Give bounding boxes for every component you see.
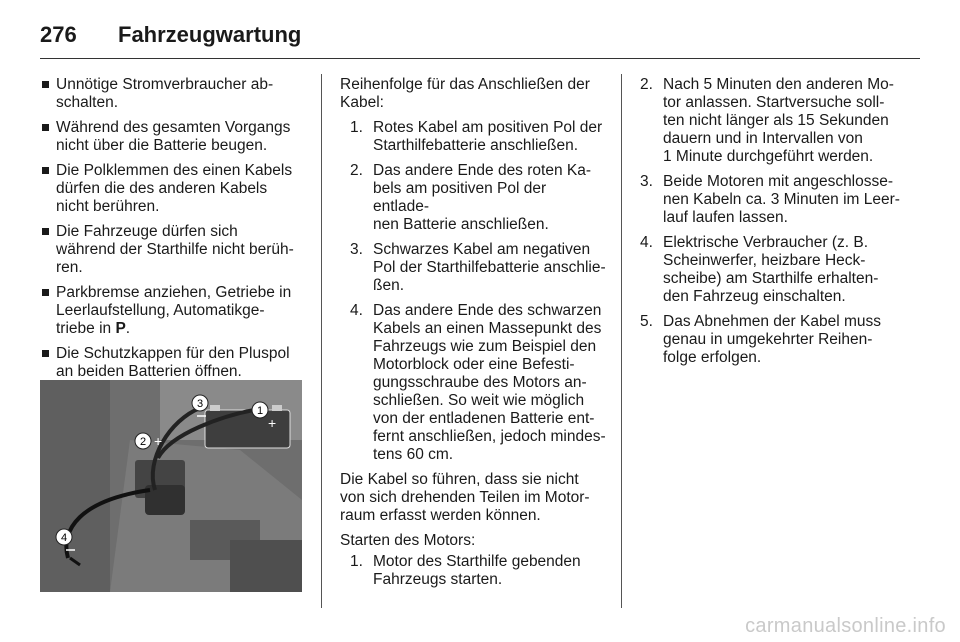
step-number: 1.	[350, 119, 363, 136]
bullet-text: Die Fahrzeuge dürfen sich während der Starthilfe nicht berüh- ren.	[56, 223, 294, 276]
start-engine-heading: Starten des Motors:	[340, 532, 476, 549]
step-number: 5.	[640, 313, 653, 330]
page-title: Fahrzeugwartung	[118, 22, 302, 47]
column-divider	[321, 74, 322, 608]
gear-letter: P	[115, 320, 126, 337]
bullet-square-icon	[42, 228, 49, 235]
step-text: Das andere Ende des roten Ka- bels am positiven Pol der entlade- nen Batterie anschließen.	[373, 162, 591, 233]
list-item	[40, 162, 312, 216]
figure-label-4: 4	[61, 532, 68, 544]
step-number: 2.	[350, 162, 363, 179]
bullet-square-icon	[42, 350, 49, 357]
figure-label-2: 2	[140, 436, 147, 448]
step-text: Motor des Starthilfe gebenden Fahrzeugs starten.	[373, 553, 581, 588]
column-divider	[621, 74, 622, 608]
plus-sign-icon: +	[154, 433, 163, 449]
plus-sign-icon: +	[268, 415, 277, 431]
list-item	[40, 345, 312, 381]
step-text: Beide Motoren mit angeschlosse- nen Kabeln ca. 3 Minuten im Leer- lauf laufen lassen.	[663, 173, 900, 226]
step-number: 3.	[350, 241, 363, 258]
step-text: Das Abnehmen der Kabel muss genau in umgekehrter Reihen- folge erfolgen.	[663, 313, 881, 366]
list-item	[40, 284, 312, 338]
list-item	[40, 119, 312, 155]
step-number: 1.	[350, 553, 363, 570]
bullet-square-icon	[42, 124, 49, 131]
bullet-text: Unnötige Stromverbraucher ab- schalten.	[56, 76, 274, 111]
step-text: Elektrische Verbraucher (z. B. Scheinwerfer, heizbare Heck- scheibe) am Starthilfe erhalten- den Fahrzeug einschalten.	[663, 234, 879, 305]
engine-bay-illustration	[40, 380, 302, 592]
bullet-text: Während des gesamten Vorgangs nicht über die Batterie beugen.	[56, 119, 291, 154]
column-2	[340, 76, 606, 596]
figure-label-1: 1	[257, 405, 264, 417]
jump-start-illustration	[40, 380, 302, 592]
list-item	[350, 119, 606, 155]
page-header	[40, 18, 920, 59]
list-item	[350, 162, 606, 234]
bullet-text: Parkbremse anziehen, Getriebe in Leerlaufstellung, Automatikge- triebe in	[56, 284, 292, 337]
list-item	[350, 302, 606, 464]
step-number: 3.	[640, 173, 653, 190]
bullet-text: Die Polklemmen des einen Kabels dürfen die des anderen Kabels nicht berühren.	[56, 162, 293, 215]
list-item	[40, 76, 312, 112]
connection-intro: Reihenfolge für das Anschließen der Kabel:	[340, 76, 590, 111]
list-item	[40, 223, 312, 277]
punctuation: .	[125, 320, 131, 337]
step-number: 4.	[640, 234, 653, 251]
step-text: Schwarzes Kabel am negativen Pol der Starthilfebatterie anschlie- ßen.	[373, 241, 606, 294]
list-item	[640, 173, 908, 227]
step-text: Nach 5 Minuten den anderen Mo- tor anlassen. Startversuche soll- ten nicht länger als 15 Sekunden dauern und in Intervallen von 1 Minute durchgeführt werden.	[663, 76, 894, 165]
figure-label-3: 3	[197, 398, 204, 410]
list-item	[640, 234, 908, 306]
bullet-square-icon	[42, 81, 49, 88]
step-text: Rotes Kabel am positiven Pol der Starthilfebatterie anschließen.	[373, 119, 603, 154]
bullet-text: Die Schutzkappen für den Pluspol an beiden Batterien öffnen.	[56, 345, 290, 380]
watermark: carmanualsonline.info	[745, 615, 946, 637]
page-number: 276	[40, 22, 77, 47]
list-item	[640, 313, 908, 367]
list-item	[350, 553, 606, 589]
list-item	[640, 76, 908, 166]
column-3	[640, 76, 908, 374]
step-number: 4.	[350, 302, 363, 319]
step-number: 2.	[640, 76, 653, 93]
list-item	[350, 241, 606, 295]
cable-routing-paragraph: Die Kabel so führen, dass sie nicht von sich drehenden Teilen im Motor- raum erfasst werden können.	[340, 471, 590, 524]
bullet-square-icon	[42, 289, 49, 296]
bullet-square-icon	[42, 167, 49, 174]
column-1	[40, 76, 312, 388]
step-text: Das andere Ende des schwarzen Kabels an einen Massepunkt des Fahrzeugs wie zum Beispiel den Motorblock oder eine Befesti- gungsschraube des Motors an- schließen. So weit wie möglich von der entladenen Batterie ent- fernt anschließen, jedoch mindes- tens 60 cm.	[373, 302, 606, 463]
